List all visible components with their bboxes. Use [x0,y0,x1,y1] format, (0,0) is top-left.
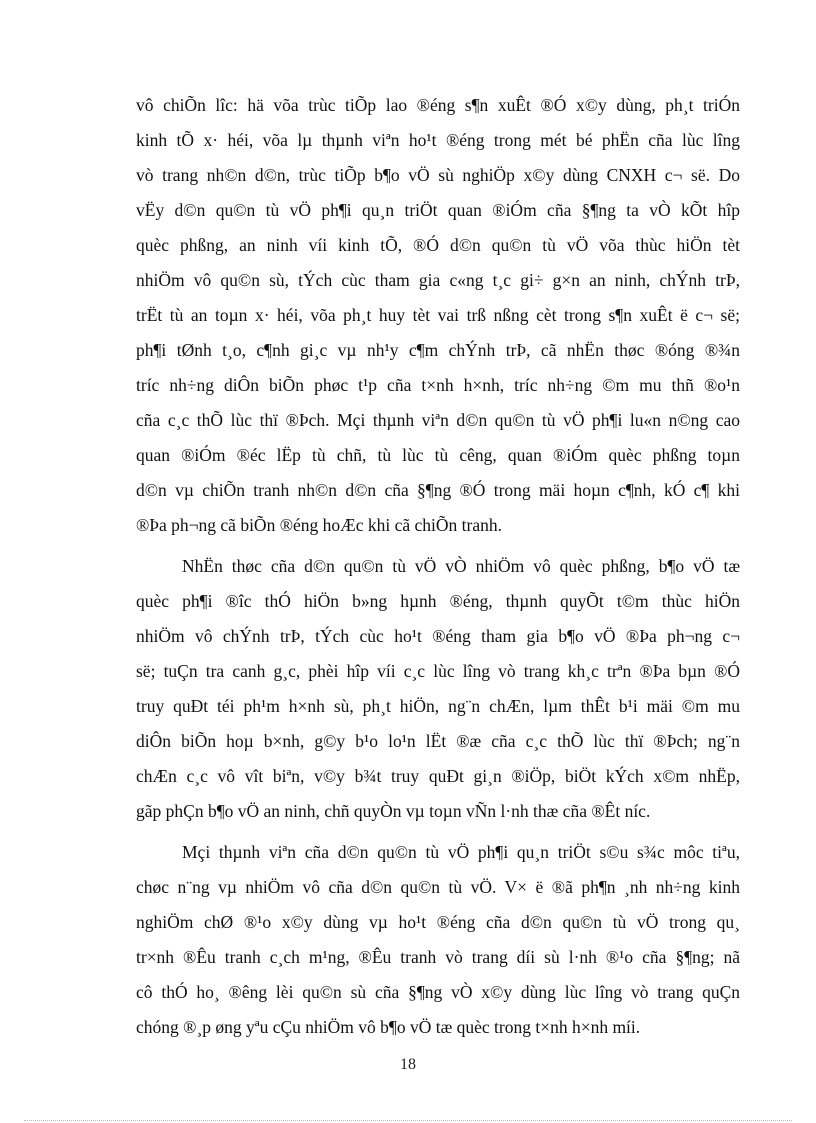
text-line: kinh tÕ x· héi, võa lµ thµnh viªn ho¹t ®éng trong mét bé phËn cña lùc lîng [136,130,740,150]
text-line: truy quÐt téi ph¹m h×nh sù, ph¸t hiÖn, ng¨n chÆn, lµm thÊt b¹i mäi ©m mu [136,696,740,716]
text-line: nhiÖm vô qu©n sù, tÝch cùc tham gia c«ng t¸c gi÷ g×n an ninh, chÝnh trÞ, [136,270,740,290]
text-line: ph¶i tØnh t¸o, c¶nh gi¸c vµ nh¹y c¶m chÝnh trÞ, cã nhËn thøc ®óng ®¾n [136,340,740,360]
page-bottom-divider [24,1120,792,1121]
text-line: ®Þa ph¬ng cã biÕn ®éng hoÆc khi cã chiÕn tranh. [136,515,502,535]
text-line: nhiÖm vô chÝnh trÞ, tÝch cùc ho¹t ®éng tham gia b¶o vÖ ®Þa ph¬ng c¬ [136,626,740,646]
text-line: tríc nh÷ng diÔn biÕn phøc t¹p cña t×nh h×nh, tríc nh÷ng ©m mu thñ ®o¹n [136,375,740,395]
text-line: tr×nh ®Êu tranh c¸ch m¹ng, ®Êu tranh vò trang díi sù l·nh ®¹o cña §¶ng; nã [136,947,740,967]
text-line: trËt tù an toµn x· héi, võa ph¸t huy tèt vai trß nßng cèt trong s¶n xuÊt ë c¬ së; [136,305,740,325]
text-line: vô chiÕn lîc: hä võa trùc tiÕp lao ®éng s¶n xuÊt ®Ó x©y dùng, ph¸t triÓn [136,95,740,115]
text-line: Mçi thµnh viªn cña d©n qu©n tù vÖ ph¶i qu¸n triÖt s©u s¾c môc tiªu, [182,842,740,862]
text-line: diÔn biÕn hoµ b×nh, g©y b¹o lo¹n lËt ®æ cña c¸c thÕ lùc thï ®Þch; ng¨n [136,731,740,751]
text-line: quèc phßng, an ninh víi kinh tÕ, ®Ó d©n qu©n tù vÖ võa thùc hiÖn tèt [136,235,740,255]
paragraph-1 [136,88,740,543]
text-line: vò trang nh©n d©n, trùc tiÕp b¶o vÖ sù nghiÖp x©y dùng CNXH c¬ së. Do [136,165,740,185]
text-line: NhËn thøc cña d©n qu©n tù vÖ vÒ nhiÖm vô quèc phßng, b¶o vÖ tæ [182,556,740,576]
text-line: nghiÖm chØ ®¹o x©y dùng vµ ho¹t ®éng cña d©n qu©n tù vÖ trong qu¸ [136,912,740,932]
paragraph-2 [136,549,740,829]
text-line: cô thÓ ho¸ ®êng lèi qu©n sù cña §¶ng vÒ x©y dùng lùc lîng vò trang quÇn [136,982,740,1002]
text-line: vËy d©n qu©n tù vÖ ph¶i qu¸n triÖt quan ®iÓm cña §¶ng ta vÒ kÕt hîp [136,200,740,220]
text-line: cña c¸c thÕ lùc thï ®Þch. Mçi thµnh viªn d©n qu©n tù vÖ ph¶i lu«n n©ng cao [136,410,740,430]
body-text [136,88,740,1051]
paragraph-3 [136,835,740,1045]
text-line: chóng ®¸p øng yªu cÇu nhiÖm vô b¶o vÖ tæ quèc trong t×nh h×nh míi. [136,1017,641,1037]
text-line: gãp phÇn b¶o vÖ an ninh, chñ quyÒn vµ toµn vÑn l·nh thæ cña ®Êt níc. [136,801,651,821]
text-line: së; tuÇn tra canh g¸c, phèi hîp víi c¸c lùc lîng vò trang kh¸c trªn ®Þa bµn ®Ó [136,661,740,681]
text-line: chÆn c¸c vô vît biªn, v©y b¾t truy quÐt gi¸n ®iÖp, biÖt kÝch x©m nhËp, [136,766,740,786]
text-line: quèc ph¶i ®îc thÓ hiÖn b»ng hµnh ®éng, thµnh quyÕt t©m thùc hiÖn [136,591,740,611]
page-number: 18 [400,1056,416,1073]
text-line: d©n vµ chiÕn tranh nh©n d©n cña §¶ng ®Ó trong mäi hoµn c¶nh, kÓ c¶ khi [136,480,740,500]
text-line: quan ®iÓm ®éc lËp tù chñ, tù lùc tù cêng, quan ®iÓm quèc phßng toµn [136,445,740,465]
text-line: chøc n¨ng vµ nhiÖm vô cña d©n qu©n tù vÖ. V× ë ®ã ph¶n ¸nh nh÷ng kinh [136,877,740,897]
